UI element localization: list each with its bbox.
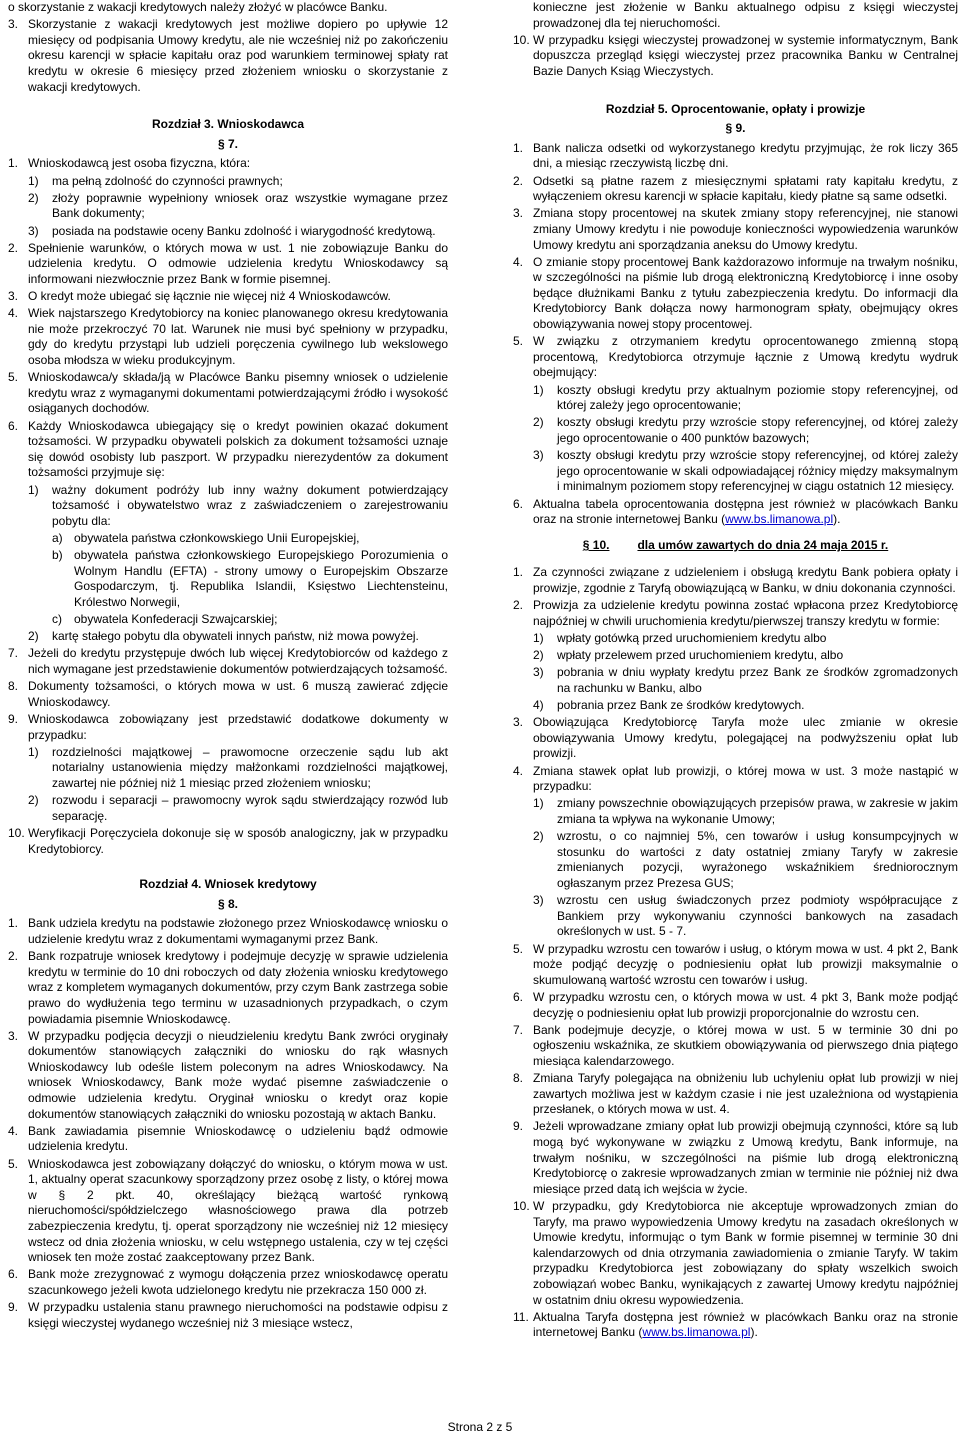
list-item: 2. Odsetki są płatne razem z miesięcznymi spłatami raty kapitału kredytu, z wyłączeniem okresu karencji w spłacie kapitału, kiedy płatne są same odsetki. (513, 173, 958, 204)
list-item: 1. Za czynności związane z udzieleniem i obsługą kredytu Bank pobiera opłaty i prowizje, zgodnie z Taryfą obowiązującą w Banku, w dniu dokonania czynności. (513, 565, 958, 595)
list-item: 5. W związku z otrzymaniem kredytu oprocentowanego zmienną stopą procentową, Kredytobiorca otrzymuje łącznie z Umową kredytu wydruk obejmujący: (513, 334, 958, 380)
paragraph-sign: § 9. (725, 121, 746, 136)
sub-item: 3) koszty obsługi kredytu przy wzroście stopy referencyjnej, od której zależy jego oprocentowanie w skali odpowiadającej różnicy między maksymalnym i minimalnym poziomem stopy referencyjnej w ciągu ostatnich 12 miesięcy. (533, 448, 958, 494)
continued-text: o skorzystanie z wakacji kredytowych należy złożyć w placówce Banku. (8, 0, 388, 14)
list-item: 10. W przypadku księgi wieczystej prowadzonej w systemie informatycznym, Bank dopuszcza przegląd księgi wieczystej przez pracownika Banku w Centralnej Bazie Danych Ksiąg Wieczystych. (513, 32, 958, 78)
list-item: 1. Wnioskodawcą jest osoba fizyczna, która: (8, 156, 251, 171)
sub-item: 1) koszty obsługi kredytu przy aktualnym poziomie stopy referencyjnej, od której zależy jego oprocentowanie; (533, 382, 958, 413)
list-item: 3. Skorzystanie z wakacji kredytowych jest możliwe dopiero po upływie 12 miesięcy od podpisania Umowy kredytu, ale nie wcześniej niż po zakończeniu okresu karencji w spłacie kapitału oraz pod warunkiem terminowej spłaty rat kredytu w okresie 6 miesięcy przed złożeniem wniosku o skorzystanie z wakacji kredytowych. (8, 17, 448, 94)
list-item: 3. Zmiana stopy procentowej na skutek zmiany stopy referencyjnej, nie stanowi zmiany Umowy kredytu i nie powoduje konieczności wypowiedzenia warunków Umowy kredytu ani sporządzania aneksu do Umowy kredytu. (513, 206, 958, 252)
list-item: 4. Zmiana stawek opłat lub prowizji, o której mowa w ust. 3 może nastąpić w przypadku: (513, 763, 958, 794)
sub-item: 3) posiada na podstawie oceny Banku zdolność i wiarygodność kredytową. (28, 223, 436, 238)
list-item: 5. W przypadku wzrostu cen towarów i usług, o którym mowa w ust. 4 pkt 2, Bank może podjąć decyzję o podniesieniu opłat lub prowizji maksymalnie o skumulowaną wartość wzrostu cen towarów i usług. (513, 941, 958, 987)
list-item: 1. Bank udziela kredytu na podstawie złożonego przez Wnioskodawcę wniosku o udzielenie kredytu wraz z dokumentami wymaganymi przez Bank. (8, 916, 448, 946)
sub-item: 4) pobrania przez Bank ze środków kredytowych. (533, 698, 805, 713)
list-item: 1. Bank nalicza odsetki od wykorzystanego kredytu przyjmując, że rok liczy 365 dni, a miesiąc rzeczywistą liczbę dni. (513, 140, 958, 171)
list-item: 2. Bank rozpatruje wniosek kredytowy i podejmuje decyzję w sprawie udzielenia kredytu w terminie do 10 dni roboczych od daty złożenia wniosku kredytowego wraz z kompletem wymaganych dokumentów, przy czym Bank zastrzega sobie prawo do wydłużenia tego terminu w uzasadnionych przypadkach, o czym powiadamia pisemnie Wnioskodawcę. (8, 949, 448, 1026)
list-item: 3. O kredyt może ubiegać się łącznie nie więcej niż 4 Wnioskodawców. (8, 289, 391, 304)
list-item: 2. Prowizja za udzielenie kredytu powinna zostać wpłacona przez Kredytobiorcę najpóźniej w chwili uruchomienia kredytu/pierwszej transzy kredytu w formie: (513, 598, 958, 628)
sub-item: 1) rozdzielności majątkowej – prawomocne orzeczenie sądu lub akt notarialny ustanowienia między małżonkami rozdzielności majątkowej, zawartej nie później niż 1 miesiąc przed złożeniem wniosku; (28, 744, 448, 790)
list-item: 8. Dokumenty tożsamości, o których mowa w ust. 6 muszą zawierać zdjęcie Wnioskodawcy. (8, 679, 448, 709)
list-item: 2. Spełnienie warunków, o których mowa w ust. 1 nie zobowiązuje Banku do udzielenia kredytu. O odmowie udzielenia kredytu Wnioskodawcy są informowani niezwłocznie przez Bank w formie pisemnej. (8, 240, 448, 286)
list-item: 5. Wnioskodawca jest zobowiązany dołączyć do wniosku, o którym mowa w ust. 1, aktualny operat szacunkowy sporządzony przez osobę z listy, o której mowa w § 2 pkt. 40, określający bieżącą wartość rynkową nieruchomości/spółdzielczego własnościowego prawa dla potrzeb zabezpieczenia kredytu, tj. operat sporządzony nie wcześniej niż 12 miesięcy wstecz od dnia złożenia wniosku, w celu wstępnego ustalenia, czy w tej części wniosek ten może zostać zaakceptowany przez Bank. (8, 1156, 448, 1265)
sub-item: 2) wzrostu, o co najmniej 5%, cen towarów i usług konsumpcyjnych w stosunku do wartości z daty ostatniej zmiany Taryfy w zakresie zmienianych pozycji, wyrażonego wskaźnikiem średniorocznym ogłaszanym przez Prezesa GUS; (533, 829, 958, 890)
sub-item: 1) zmiany powszechnie obowiązujących przepisów prawa, w zakresie w jakim zmiana ta wpływa na wykonanie Umowy; (533, 796, 958, 826)
left-column (8, 0, 448, 1333)
list-item: 11. Aktualna Taryfa dostępna jest również w placówkach Banku oraz na stronie internetowej Banku (www.bs.limanowa.pl). (513, 1309, 958, 1340)
paragraph-sign: § 8. (217, 896, 238, 911)
chapter-heading: Rozdział 4. Wniosek kredytowy (139, 877, 317, 892)
list-item: 9. Wnioskodawca zobowiązany jest przedstawić dodatkowe dokumenty w przypadku: (8, 712, 448, 742)
sub-item: 1) wpłaty gotówką przed uruchomieniem kredytu albo (533, 630, 827, 645)
list-item: 6. Każdy Wnioskodawca ubiegający się o kredyt powinien okazać dokument tożsamości. W przypadku obywateli polskich za dokument tożsamości uznaje się dowód osobisty lub paszport. W przypadku nierezydentów za dokument tożsamości przyjmuje się: (8, 418, 448, 480)
sub-item: 3) pobrania w dniu wypłaty kredytu przez Bank ze środków zgromadzonych na rachunku w Banku, albo (533, 665, 958, 695)
list-item: 6. Bank może zrezygnować z wymogu dołączenia przez wnioskodawcę operatu szacunkowego jeżeli kwota udzielonego kredytu nie przekracza 150 000 zł. (8, 1267, 448, 1297)
list-item: 10. W przypadku, gdy Kredytobiorca nie akceptuje wprowadzonych zmian do Taryfy, ma prawo wypowiedzenia Umowy kredytu na zasadach określonych w Umowie kredytu, informując o tym Bank w formie pisemnej w terminie 30 dni kalendarzowych od dnia otrzymania zawiadomienia o zmianie Taryfy. W takim przypadku Kredytobiorca jest zobowiązany do spłaty wszelkich swoich zobowiązań wobec Banku, wynikających z zawartej Umowy kredytu najpóźniej w ostatnim dniu okresu wypowiedzenia. (513, 1199, 958, 1307)
list-item: 4. Wiek najstarszego Kredytobiorcy na koniec planowanego okresu kredytowania nie może przekroczyć 70 lat. Warunek nie musi być spełniony w przypadku, gdy do kredytu przystąpi lub udzieli poręczenia cywilnego lub wekslowego osoba młodsza w wieku produkcyjnym. (8, 306, 448, 368)
continued-text: konieczne jest złożenie w Banku aktualnego odpisu z księgi wieczystej prowadzonej dla tej nieruchomości. (533, 0, 958, 30)
sub-sub-item: a) obywatela państwa członkowskiego Unii Europejskiej, (52, 530, 360, 545)
list-item: 10. Weryfikacji Poręczyciela dokonuje się w sposób analogiczny, jak w przypadku Kredytobiorcy. (8, 825, 448, 856)
sub-item: 2) złoży poprawnie wypełniony wniosek oraz wszystkie wymagane przez Bank dokumenty; (28, 190, 448, 221)
sub-item: 1) ważny dokument podróży lub inny ważny dokument potwierdzający tożsamość i obywatelstwo wraz z zaświadczeniem o zarejestrowaniu pobytu dla: (28, 482, 448, 528)
list-item: 7. Jeżeli do kredytu przystępuje dwóch lub więcej Kredytobiorców od każdego z nich wymagane jest przedstawienie dokumentów potwierdzających tożsamość. (8, 646, 448, 677)
list-item: 9. W przypadku ustalenia stanu prawnego nieruchomości na podstawie odpisu z księgi wieczystej wydanego wcześniej niż 3 miesiące wstecz, (8, 1300, 448, 1330)
list-item: 3. Obowiązująca Kredytobiorcę Taryfa może ulec zmianie w okresie obowiązywania Umowy kredytu, polegającej na podwyższeniu opłat lub prowizji. (513, 715, 958, 761)
page-footer: Strona 2 z 5 (447, 1420, 513, 1434)
sub-sub-item: c) obywatela Konfederacji Szwajcarskiej; (52, 612, 278, 627)
list-item: 4. Bank zawiadamia pisemnie Wnioskodawcę o udzieleniu bądź odmowie udzielenia kredytu. (8, 1123, 448, 1154)
list-item: 7. Bank podejmuje decyzje, o której mowa w ust. 5 w terminie 30 dni po ogłoszeniu wskaźnika, ze skutkiem obowiązywania od pierwszego dnia piątego miesiąca kalendarzowego. (513, 1022, 958, 1068)
sub-item: 2) wpłaty przelewem przed uruchomieniem kredytu, albo (533, 648, 844, 663)
list-item: 3. W przypadku podjęcia decyzji o nieudzieleniu kredytu Bank zwróci oryginały dokumentów stanowiących załączniki do wniosku do rąk własnych Wnioskodawcy lub odeśle listem poleconym na adres Wnioskodawcy. Na wniosek Wnioskodawcy, Bank może wydać pisemne zaświadczenie o odmowie udzielenia kredytu. Oryginał wniosku o kredyt oraz kopie dokumentów stanowiących załączniki do wniosku pozostają w aktach Banku. (8, 1028, 448, 1121)
sub-item: 3) wzrostu cen usług świadczonych przez podmioty współpracujące z Bankiem przy wykonywaniu czynności bankowych na zasadach określonych w ust. 5 - 7. (533, 893, 958, 939)
sub-item: 1) ma pełną zdolność do czynności prawnych; (28, 173, 283, 188)
list-item: 4. O zmianie stopy procentowej Bank każdorazowo informuje na trwałym nośniku, w szczególności na piśmie lub drogą elektroniczną Kredytobiorcę i inne osoby będące dłużnikami Banku z tytułu zabezpieczenia kredytu. Do informacji dla Kredytobiorcy Bank dołącza nowy harmonogram spłaty, obejmujący okres obowiązywania nowej stopy procentowej. (513, 254, 958, 332)
list-item: 9. Jeżeli wprowadzane zmiany opłat lub prowizji obejmują czynności, które są lub mogą być wykonywane w związku z Umową kredytu, Bank informuje, na trwałym nośniku, w szczególności na piśmie lub drogą elektroniczną Kredytobiorcę o zakresie wprowadzanych zmian w terminie nie później niż dwa miesiące przed datą ich wejścia w życie. (513, 1119, 958, 1196)
bank-website-link[interactable]: www.bs.limanowa.pl (725, 512, 834, 527)
sub-item: 2) rozwodu i separacji – prawomocny wyrok sądu stwierdzający rozwód lub separację. (28, 793, 448, 823)
sub-sub-item: b) obywatela państwa członkowskiego Europejskiego Porozumienia o Wolnym Handlu (EFTA) - strony umowy o Europejskim Obszarze Gospodarczym, tj. Republika Islandii, Księstwo Liechtensteinu, Królestwo Norwegii, (52, 548, 448, 609)
chapter-heading: Rozdział 5. Oprocentowanie, opłaty i prowizje (605, 101, 866, 116)
list-item: 6. W przypadku wzrostu cen, o których mowa w ust. 4 pkt 3, Bank może podjąć decyzję o podniesieniu opłat lub prowizji proporcjonalnie do wzrostu cen. (513, 989, 958, 1020)
paragraph-sign: § 7. (217, 136, 238, 151)
chapter-heading: Rozdział 3. Wnioskodawca (151, 117, 305, 132)
sub-item: 2) koszty obsługi kredytu przy wzroście stopy referencyjnej, od której zależy jego oprocentowanie o 400 punktów bazowych; (533, 415, 958, 445)
list-item: 8. Zmiana Taryfy polegająca na obniżeniu lub uchyleniu opłat lub prowizji w niej zawartych możliwa jest w każdym czasie i nie jest uzależniona od wystąpienia przesłanek, o których mowa w ust. 4. (513, 1071, 958, 1117)
right-column (513, 0, 958, 1343)
paragraph-sign: § 10. dla umów zawartych do dnia 24 maja 2015 r. (582, 537, 889, 552)
list-item: 6. Aktualna tabela oprocentowania dostępna jest również w placówkach Banku oraz na stronie internetowej Banku (www.bs.limanowa.pl). (513, 496, 958, 527)
list-item: 5. Wnioskodawca/y składa/ją w Placówce Banku pisemny wniosek o udzielenie kredytu wraz z wymaganymi dokumentami potwierdzającymi źródło i wysokość osiąganych dochodów. (8, 370, 448, 416)
sub-item: 2) kartę stałego pobytu dla obywateli innych państw, niż mowa powyżej. (28, 629, 419, 644)
bank-website-link[interactable]: www.bs.limanowa.pl (642, 1325, 751, 1340)
